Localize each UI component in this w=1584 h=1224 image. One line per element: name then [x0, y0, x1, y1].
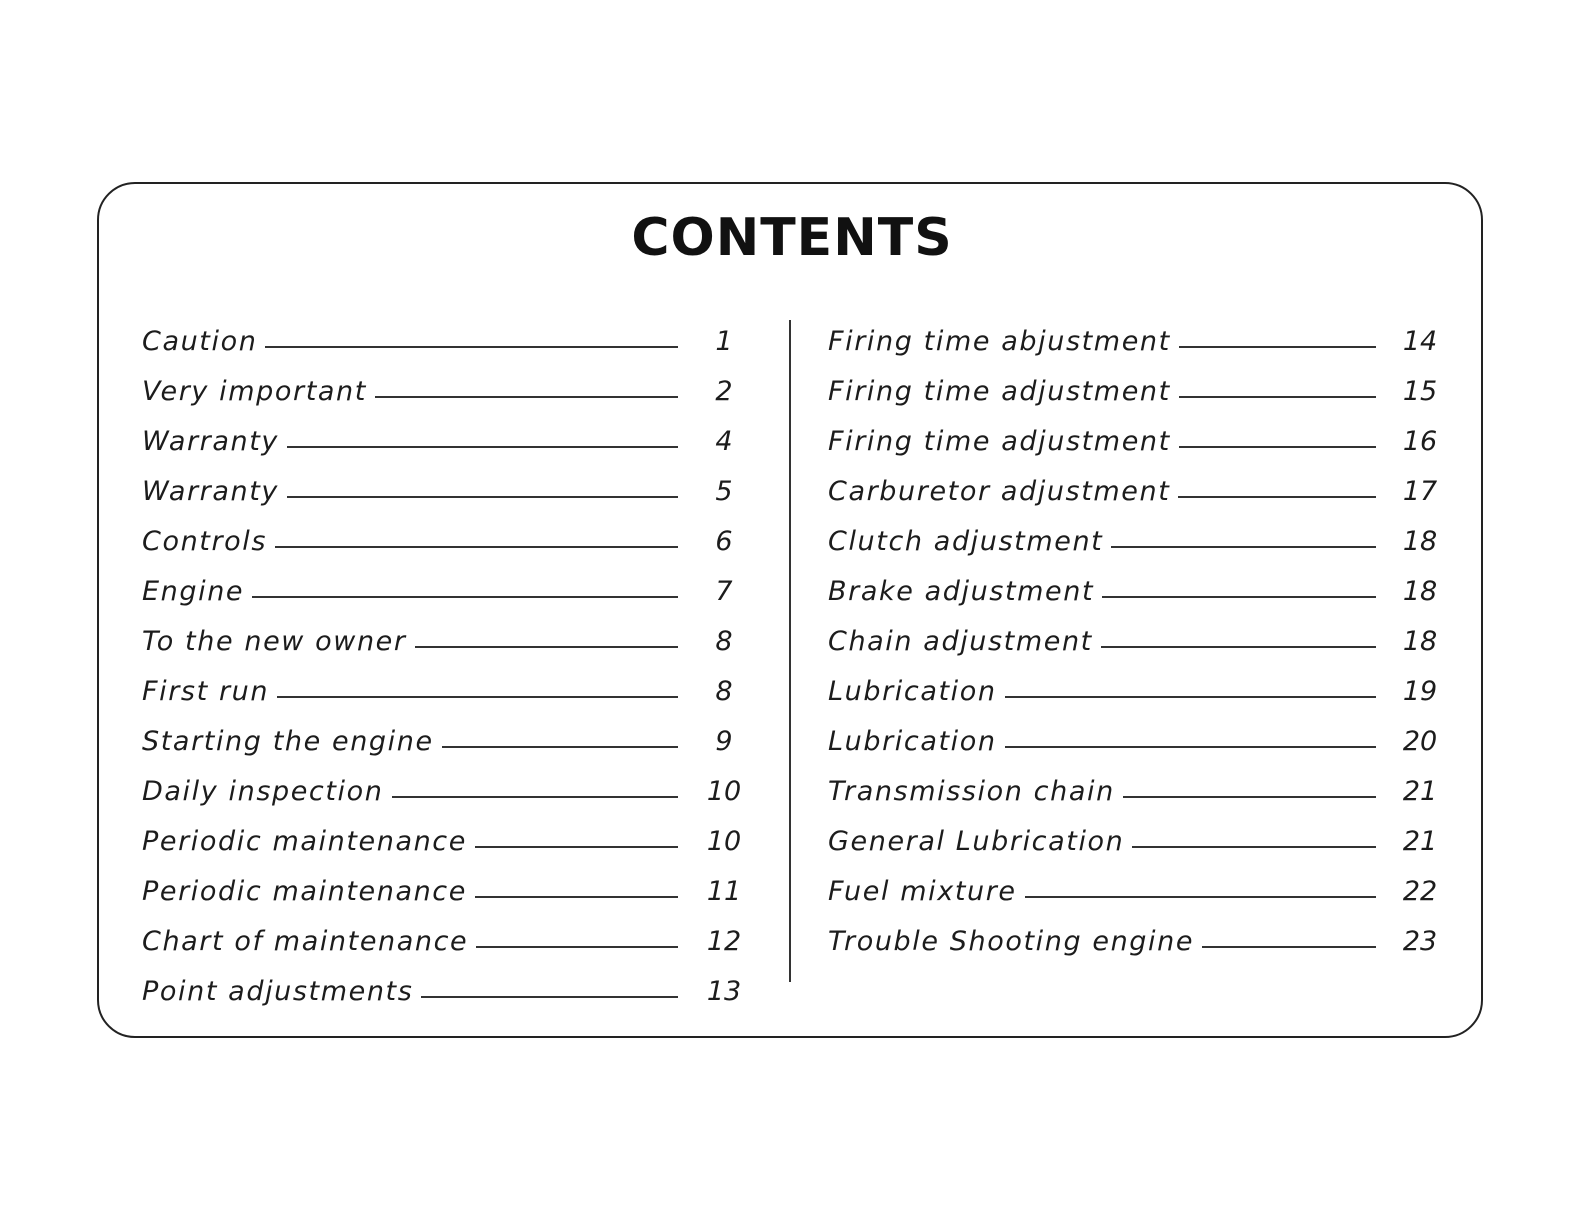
leader-line [1179, 346, 1376, 348]
toc-entry-title: Chain adjustment [828, 625, 1093, 657]
toc-entry-page: 21 [1402, 775, 1438, 807]
toc-entry-page: 1 [715, 325, 733, 357]
toc-entry [142, 716, 742, 766]
contents-list-left [142, 316, 742, 1016]
toc-entry-title: Warranty [142, 475, 279, 507]
leader-line [287, 446, 678, 448]
toc-entry-title: Starting the engine [142, 725, 434, 757]
toc-entry [828, 316, 1440, 366]
toc-entry [828, 466, 1440, 516]
toc-entry [142, 766, 742, 816]
toc-entry-page: 10 [706, 775, 742, 807]
toc-entry-page: 17 [1402, 475, 1438, 507]
toc-entry [828, 716, 1440, 766]
leader-line [421, 996, 678, 998]
toc-entry [142, 916, 742, 966]
toc-entry-title: Daily inspection [142, 775, 384, 807]
toc-entry-page: 9 [715, 725, 733, 757]
toc-entry-title: Very important [142, 375, 367, 407]
toc-entry-page: 8 [715, 625, 733, 657]
toc-entry-page: 18 [1402, 525, 1438, 557]
leader-line [277, 696, 678, 698]
toc-entry-page: 19 [1402, 675, 1438, 707]
toc-entry [142, 966, 742, 1016]
toc-entry-title: Brake adjustment [828, 575, 1095, 607]
toc-entry-page: 23 [1402, 925, 1438, 957]
toc-entry [142, 616, 742, 666]
toc-entry-title: Caution [142, 325, 258, 357]
toc-entry-title: Chart of maintenance [142, 925, 469, 957]
toc-entry-title: Periodic maintenance [142, 825, 467, 857]
toc-entry-title: General Lubrication [828, 825, 1125, 857]
toc-entry-page: 18 [1402, 575, 1438, 607]
toc-entry-title: To the new owner [142, 625, 407, 657]
toc-entry-title: Warranty [142, 425, 279, 457]
toc-entry [828, 916, 1440, 966]
leader-line [475, 896, 678, 898]
toc-entry [828, 616, 1440, 666]
leader-line [392, 796, 679, 798]
toc-entry-title: Engine [142, 575, 245, 607]
toc-entry [142, 316, 742, 366]
toc-entry-title: First run [142, 675, 270, 707]
toc-entry-page: 12 [706, 925, 742, 957]
leader-line [475, 846, 678, 848]
toc-entry [142, 666, 742, 716]
toc-entry-title: Controls [142, 525, 268, 557]
leader-line [1005, 746, 1376, 748]
leader-line [1132, 846, 1376, 848]
leader-line [275, 546, 678, 548]
toc-entry-title: Firing time adjustment [828, 375, 1171, 407]
leader-line [252, 596, 678, 598]
leader-line [442, 746, 678, 748]
toc-entry-page: 4 [715, 425, 733, 457]
toc-entry-page: 20 [1402, 725, 1438, 757]
leader-line [1101, 646, 1376, 648]
toc-entry-title: Fuel mixture [828, 875, 1017, 907]
toc-entry [828, 766, 1440, 816]
toc-entry-page: 22 [1402, 875, 1438, 907]
leader-line [1102, 596, 1376, 598]
leader-line [415, 646, 678, 648]
leader-line [375, 396, 678, 398]
toc-entry-page: 5 [715, 475, 733, 507]
toc-entry-title: Clutch adjustment [828, 525, 1104, 557]
toc-entry-page: 2 [715, 375, 733, 407]
toc-entry [142, 566, 742, 616]
toc-entry-page: 21 [1402, 825, 1438, 857]
toc-entry [142, 366, 742, 416]
toc-entry-title: Lubrication [828, 725, 997, 757]
leader-line [1123, 796, 1376, 798]
toc-entry [828, 816, 1440, 866]
toc-entry-page: 7 [715, 575, 733, 607]
toc-entry [142, 416, 742, 466]
toc-entry-title: Trouble Shooting engine [828, 925, 1195, 957]
leader-line [1202, 946, 1376, 948]
toc-entry [828, 666, 1440, 716]
toc-entry-title: Periodic maintenance [142, 875, 467, 907]
page-title: CONTENTS [631, 208, 953, 268]
toc-entry-title: Point adjustments [142, 975, 414, 1007]
toc-entry [142, 516, 742, 566]
leader-line [1025, 896, 1376, 898]
column-divider [789, 320, 791, 982]
toc-entry [142, 816, 742, 866]
leader-line [1179, 396, 1376, 398]
toc-entry [828, 366, 1440, 416]
toc-entry-page: 14 [1402, 325, 1438, 357]
leader-line [287, 496, 678, 498]
toc-entry [828, 516, 1440, 566]
leader-line [265, 346, 678, 348]
toc-entry-title: Firing time adjustment [828, 425, 1171, 457]
toc-entry-page: 18 [1402, 625, 1438, 657]
toc-entry [828, 866, 1440, 916]
leader-line [1178, 496, 1376, 498]
toc-entry-page: 15 [1402, 375, 1438, 407]
toc-entry [828, 566, 1440, 616]
toc-entry-page: 16 [1402, 425, 1438, 457]
toc-entry-title: Firing time abjustment [828, 325, 1171, 357]
leader-line [1111, 546, 1376, 548]
toc-entry-page: 8 [715, 675, 733, 707]
toc-entry [828, 416, 1440, 466]
toc-entry-page: 13 [706, 975, 742, 1007]
contents-list-right [828, 316, 1440, 966]
toc-entry-page: 6 [715, 525, 733, 557]
toc-entry-page: 10 [706, 825, 742, 857]
toc-entry-title: Transmission chain [828, 775, 1115, 807]
toc-entry-title: Carburetor adjustment [828, 475, 1171, 507]
toc-entry-title: Lubrication [828, 675, 997, 707]
leader-line [1005, 696, 1376, 698]
toc-entry [142, 866, 742, 916]
toc-entry [142, 466, 742, 516]
toc-entry-page: 11 [706, 875, 742, 907]
leader-line [1179, 446, 1376, 448]
leader-line [476, 946, 678, 948]
